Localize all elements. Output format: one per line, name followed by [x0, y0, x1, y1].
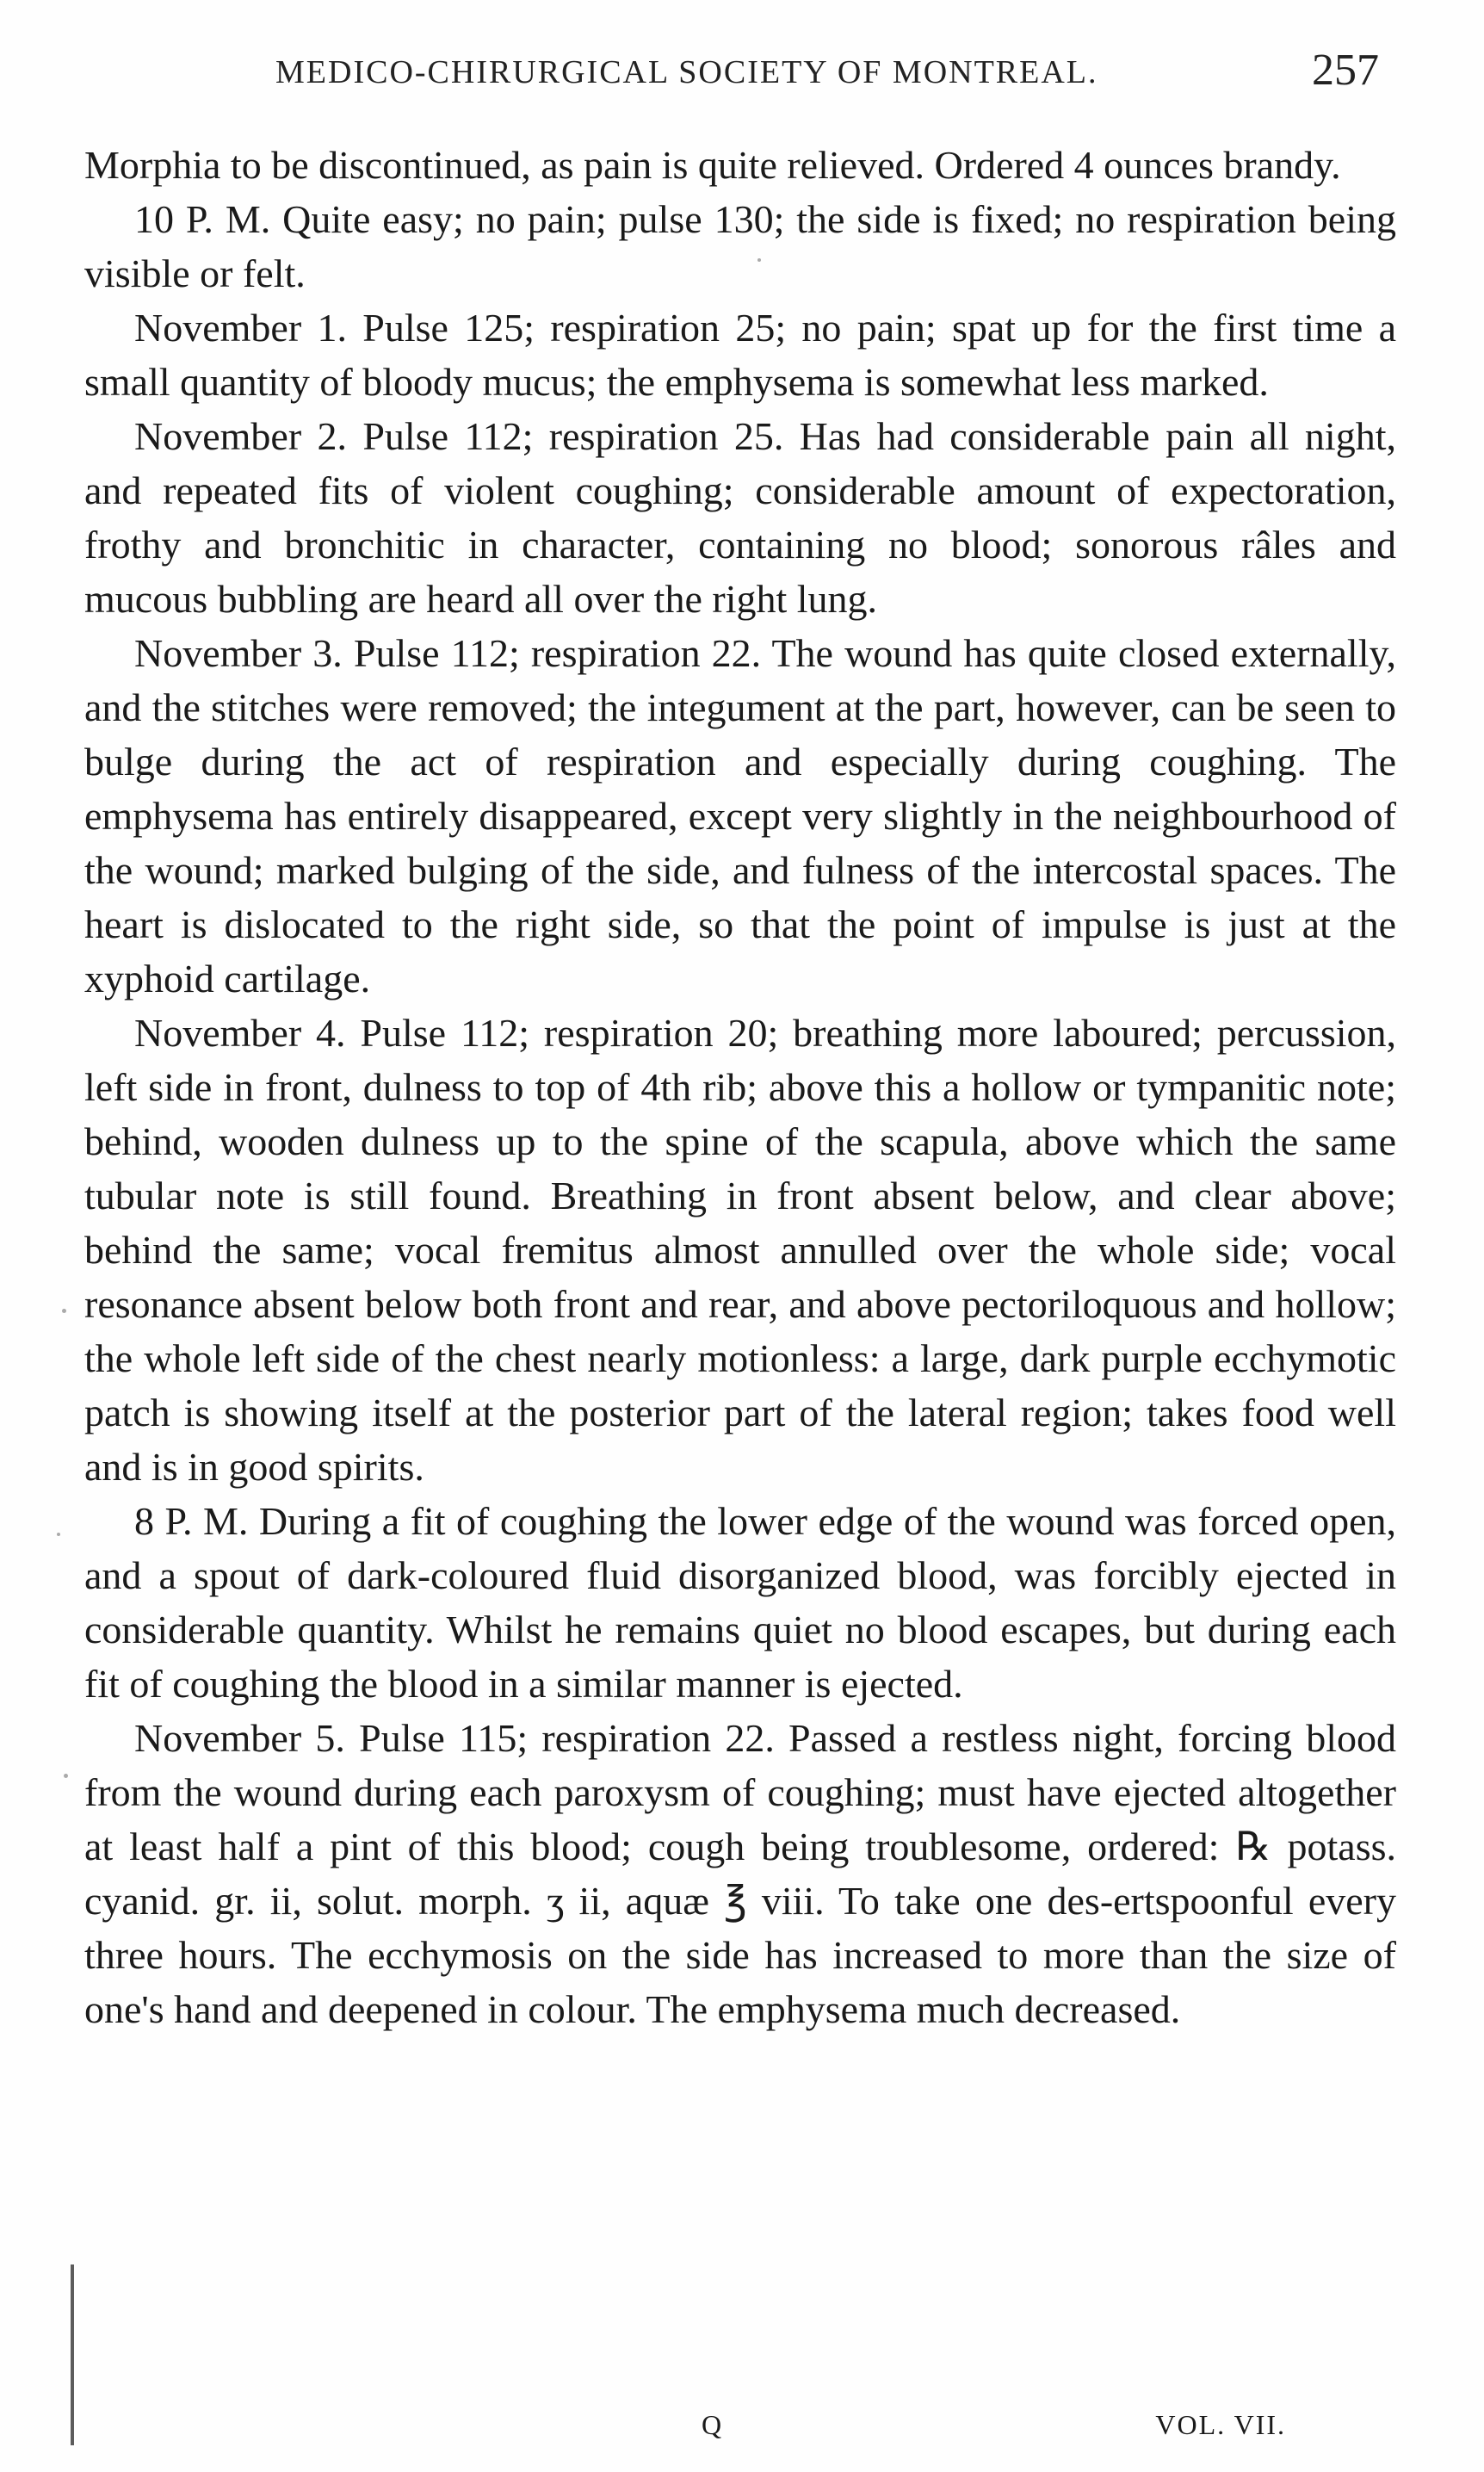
paragraph: November 5. Pulse 115; respiration 22. Passed a restless night, forcing blood from the wound during each paroxysm of coughing; must have ejected altogether at least half a pint of this blood; cough being troublesome, ordered: ℞ potass. cyanid. gr. ii, solut. morph. ʒ ii, aquæ ℥ viii. To take one des-ertspoonful every three hours. The ecchymosis on the side has increased to more than the size of one's hand and deepened in colour. The emphysema much decreased.: [84, 1716, 1396, 2031]
ink-speck: [64, 1774, 68, 1778]
paragraph: November 4. Pulse 112; respiration 20; breathing more laboured; percussion, left side in front, dulness to top of 4th rib; above this a hollow or tympanitic note; behind, wooden dulness up to the spine of the scapula, above which the same tubular note is still found. Breathing in front absent below, and clear above; behind the same; vocal fremitus almost annulled over the whole side; vocal resonance absent below both front and rear, and above pectoriloquous and hollow; the whole left side of the chest nearly motionless: a large, dark purple ecchymotic patch is showing itself at the posterior part of the lateral region; takes food well and is in good spirits.: [84, 1011, 1396, 1489]
paragraph: 8 P. M. During a fit of coughing the lower edge of the wound was forced open, and a spout of dark-coloured fluid disorganized blood, was forcibly ejected in considerable quantity. Whilst he remains quiet no blood escapes, but during each fit of coughing the blood in a similar manner is ejected.: [84, 1499, 1396, 1706]
body-text: [84, 138, 1396, 2036]
running-title: MEDICO-CHIRURGICAL SOCIETY OF MONTREAL.: [275, 54, 1098, 90]
page-number: 257: [1312, 46, 1379, 95]
paragraph: November 3. Pulse 112; respiration 22. The wound has quite closed externally, and the stitches were removed; the integument at the part, however, can be seen to bulge during the act of respiration and especially during coughing. The emphysema has entirely disappeared, except very slightly in the neighbourhood of the wound; marked bulging of the side, and fulness of the intercostal spaces. The heart is dislocated to the right side, so that the point of impulse is just at the xyphoid cartilage.: [84, 631, 1396, 1001]
binding-rule: [71, 2264, 74, 2445]
paragraph: Morphia to be discontinued, as pain is quite relieved. Ordered 4 ounces brandy.: [84, 143, 1341, 187]
signature-mark: Q: [702, 2409, 723, 2440]
paragraph: November 1. Pulse 125; respiration 25; no pain; spat up for the first time a small quantity of bloody mucus; the emphysema is somewhat less marked.: [84, 306, 1396, 404]
paragraph: 10 P. M. Quite easy; no pain; pulse 130; the side is fixed; no respiration being visible or felt.: [84, 197, 1396, 295]
volume-mark: VOL. VII.: [1155, 2409, 1286, 2440]
paragraph: November 2. Pulse 112; respiration 25. Has had considerable pain all night, and repeated fits of violent coughing; considerable amount of expectoration, frothy and bronchitic in character, containing no blood; sonorous râles and mucous bubbling are heard all over the right lung.: [84, 414, 1396, 621]
ink-speck: [757, 258, 761, 262]
ink-speck: [62, 1309, 66, 1313]
ink-speck: [57, 1533, 60, 1536]
